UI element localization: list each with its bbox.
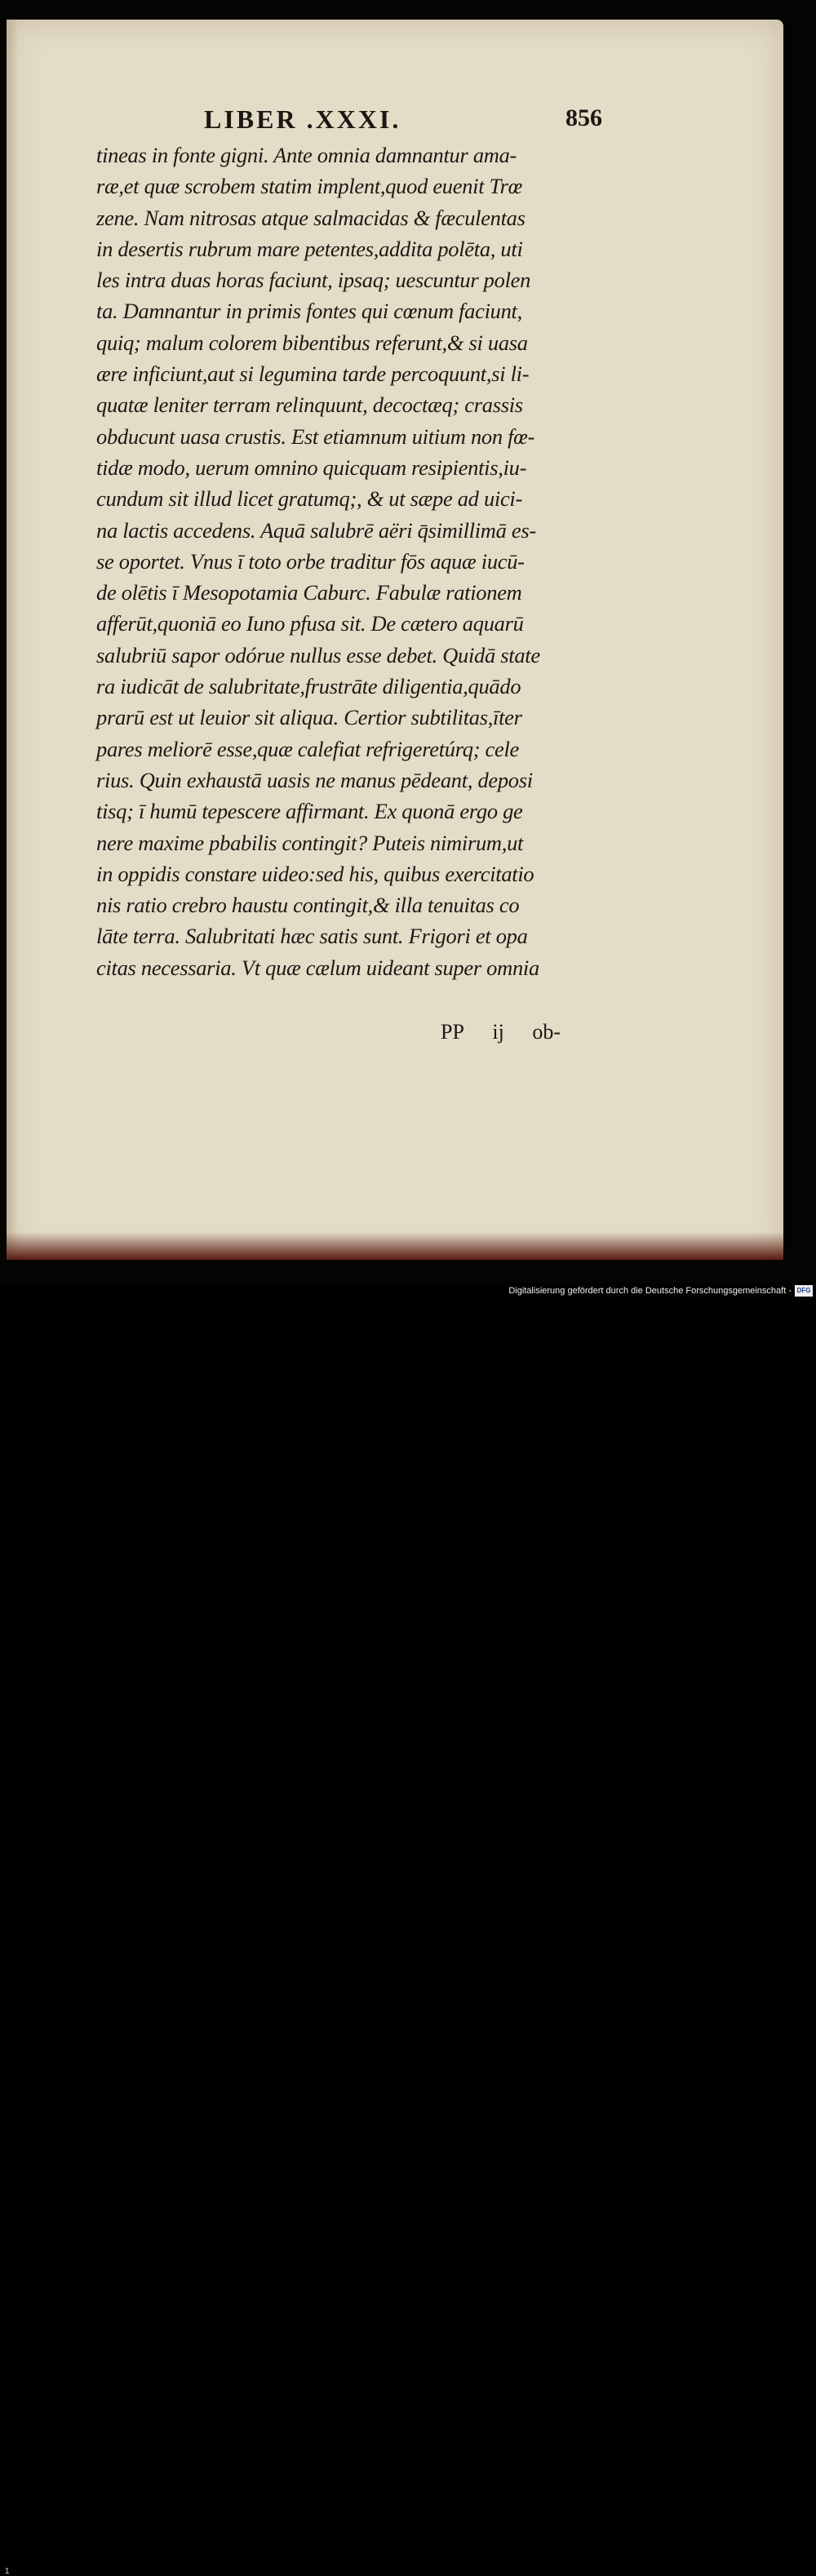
text-line: tisq; ī humū tepescere affirmant. Ex quonā ergo ge: [96, 799, 523, 824]
text-line: de olētis ī Mesopotamia Caburc. Fabulæ rationem: [96, 580, 522, 605]
text-line: pares meliorē esse,quæ calefiat refrigeretúrq; cele: [96, 736, 520, 761]
text-line: quatæ leniter terram relinquunt, decoctæq; crassis: [96, 392, 523, 418]
corner-mark: 1: [5, 2567, 10, 2576]
running-head: LIBER .XXXI.: [204, 104, 401, 134]
catchword: ob-: [532, 1020, 561, 1044]
text-line: ra iudicāt de salubritate,frustrāte diligentia,quādo: [96, 674, 521, 699]
text-line: les intra duas horas faciunt, ipsaq; uescuntur polen: [96, 268, 531, 293]
text-line: in oppidis constare uideo:sed his, quibus exercitatio: [96, 861, 534, 886]
text-line: tineas in fonte gigni. Ante omnia damnantur ama-: [96, 143, 517, 167]
text-line: nere maxime pbabilis contingit? Puteis nimirum,ut: [96, 830, 524, 855]
dfg-logo-icon: DFG: [795, 1285, 813, 1297]
text-line: cundum sit illud licet gratumq;, & ut sæpe ad uici-: [96, 486, 523, 512]
text-line: citas necessaria. Vt quæ cælum uideant super omnia: [96, 955, 539, 980]
text-line: na lactis accedens. Aquā salubrē aëri q̄simillimā es-: [96, 517, 536, 543]
signature-mark: PP: [441, 1020, 464, 1044]
page-header: [204, 104, 612, 137]
text-line: salubriū sapor odórue nullus esse debet. Quidā state: [96, 642, 540, 667]
body-text: [96, 143, 586, 987]
footer-bar: [0, 1283, 816, 2576]
text-line: afferūt,quoniā eo Iuno pfusa sit. De cætero aquarū: [96, 611, 524, 636]
signature-number: ij: [492, 1020, 504, 1044]
text-line: rius. Quin exhaustā uasis ne manus pēdeant, deposi: [96, 767, 533, 792]
page-gutter-shadow: [7, 20, 18, 1260]
text-line: lāte terra. Salubritati hæc satis sunt. Frigori et opa: [96, 924, 528, 949]
page-bottom-edge: [7, 1232, 783, 1260]
text-line: obducunt uasa crustis. Est etiamnum uitium non fœ-: [96, 423, 535, 449]
text-line: ræ,et quæ scrobem statim implent,quod euenit Trœ: [96, 174, 522, 199]
signature-line: [441, 1020, 604, 1044]
text-line: quiq; malum colorem bibentibus referunt,& si uasa: [96, 330, 528, 355]
text-line: tidæ modo, uerum omnino quicquam resipientis,iu-: [96, 454, 527, 480]
folio-number: 856: [565, 104, 602, 131]
funding-note: Digitalisierung gefördert durch die Deutsche Forschungsgemeinschaft -: [508, 1286, 792, 1296]
text-line: in desertis rubrum mare petentes,addita polēta, uti: [96, 236, 523, 261]
text-line: ta. Damnantur in primis fontes qui cœnum faciunt,: [96, 299, 522, 324]
text-line: nis ratio crebro haustu contingit,& illa tenuitas co: [96, 893, 520, 918]
text-line: prarū est ut leuior sit aliqua. Certior subtilitas,īter: [96, 705, 522, 730]
text-line: ære inficiunt,aut si legumina tarde percoquunt,si li-: [96, 361, 530, 387]
text-line: se oportet. Vnus ī toto orbe traditur fōs aquæ iucū-: [96, 548, 525, 574]
text-line: zene. Nam nitrosas atque salmacidas & fæculentas: [96, 205, 526, 230]
